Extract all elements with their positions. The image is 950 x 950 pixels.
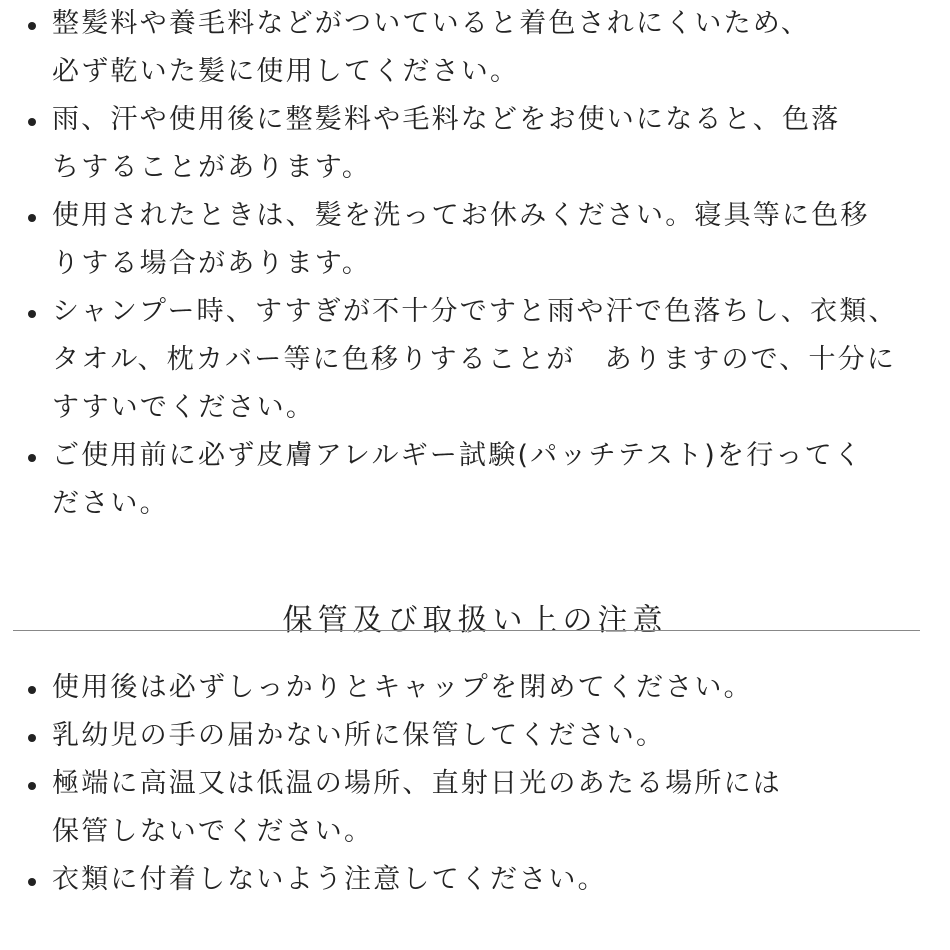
list-item-text: 整髪料や養毛料などがついていると着色されにくいため、 必ず乾いた髪に使用してください。 [52, 8, 811, 87]
list-item-text: 衣類に付着しないよう注意してください。 [52, 864, 607, 895]
bullet-icon [28, 686, 36, 694]
list-item [26, 760, 926, 856]
list-item [26, 0, 926, 96]
list-item-text: 極端に高温又は低温の場所、直射日光のあたる場所には 保管しないでください。 [52, 768, 782, 847]
usage-notes-list [26, 0, 926, 528]
list-item [26, 712, 926, 760]
bullet-icon [28, 214, 36, 222]
list-item [26, 288, 926, 432]
list-item-text: ご使用前に必ず皮膚アレルギー試験(パッチテスト)を行ってく ださい。 [52, 440, 864, 519]
bullet-icon [28, 878, 36, 886]
list-item-text: 乳幼児の手の届かない所に保管してください。 [52, 720, 666, 751]
section-title: 保管及び取扱い上の注意 [282, 602, 668, 638]
list-item-text: 雨、汗や使用後に整髪料や毛料などをお使いになると、色落 ちすることがあります。 [52, 104, 841, 183]
bullet-icon [28, 310, 36, 318]
list-item [26, 856, 926, 904]
storage-notes-list [26, 664, 926, 904]
list-item [26, 192, 926, 288]
list-item [26, 664, 926, 712]
bullet-icon [28, 118, 36, 126]
bullet-icon [28, 734, 36, 742]
section-divider [13, 630, 920, 631]
list-item-text: シャンプー時、すすぎが不十分ですと雨や汗で色落ちし、衣類、 タオル、枕カバー等に色移りすることが ありますので、十分に すすいでください。 [52, 296, 898, 423]
list-item [26, 96, 926, 192]
bullet-icon [28, 454, 36, 462]
list-item-text: 使用後は必ずしっかりとキャップを閉めてください。 [52, 672, 753, 703]
bullet-icon [28, 782, 36, 790]
bullet-icon [28, 22, 36, 30]
list-item [26, 432, 926, 528]
list-item-text: 使用されたときは、髪を洗ってお休みください。寝具等に色移 りする場合があります。 [52, 200, 870, 279]
